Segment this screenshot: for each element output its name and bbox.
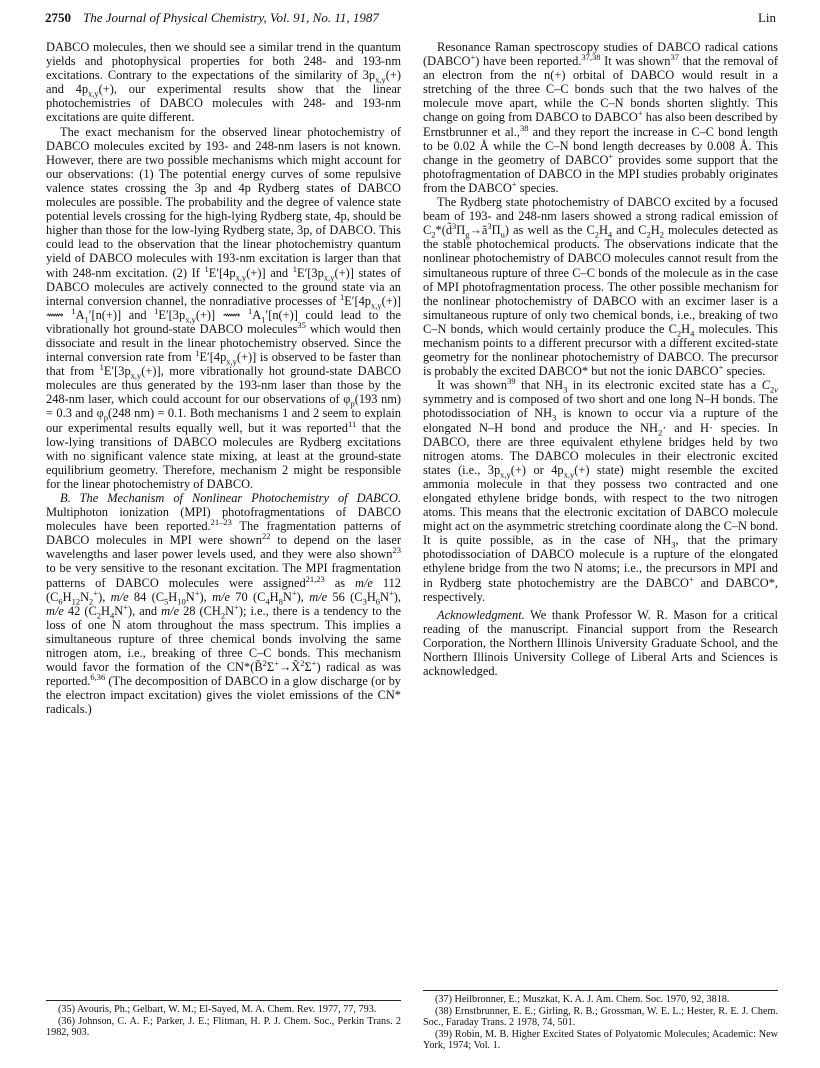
reference: (38) Ernstbrunner, E. E.; Girling, R. B.; Grossman, W. E. L.; Hester, R. E. J. Chem. Soc., Faraday Trans. 2 1978, 74, 501.: [423, 1005, 778, 1029]
page-number: 2750: [45, 10, 71, 25]
reference: (36) Johnson, C. A. F.; Parker, J. E.; Flitman, H. P. J. Chem. Soc., Perkin Trans. 2 1982, 903.: [46, 1015, 401, 1039]
footnote-divider: [46, 1000, 401, 1001]
references-right: [423, 994, 778, 1052]
paragraph: The Rydberg state photochemistry of DABCO excited by a focused beam of 193- and 248-nm lasers showed a strong radical emission of $C_2*(d̃^3\Pi_g\to ã^3\Pi_u)$ as well as the $C_2H_4$ and $C_2H_2$ molecules detected as the stable photochemical products. The observations indicate that the nonlinear photochemistry of DABCO molecules cannot result from the simultaneous rupture of three C–C bonds of the molecule as in the case of MPI photofragmentation process. The other possible mechanism for the nonlinear photochemistry of DABCO with an excimer laser is a simultaneous rupture of only two chemical bonds, i.e., breaking of two C–N bonds, which would certainly produce the $C_2H_4$ molecules. This mechanism points to a different precursor with a different excited-state geometry for the nonlinear photochemistry of DABCO. The precursor is probably the excited DABCO* but not the ionic DABCO+ species.: [423, 195, 778, 379]
acknowledgment-heading: Acknowledgment.: [437, 607, 525, 622]
reference: (39) Robin, M. B. Higher Excited States of Polyatomic Molecules; Academic: New York, 1974; Vol. 1.: [423, 1028, 778, 1052]
paragraph: Acknowledgment. We thank Professor W. R. Mason for a critical reading of the manuscript. Financial support from the Research Corporation, the Northern Illinois University Graduate School, and the Northern Illinois University College of Liberal Arts and Sciences is acknowledged.: [423, 607, 778, 679]
section-heading: B. The Mechanism of Nonlinear Photochemistry of DABCO.: [60, 491, 401, 505]
journal-title: The Journal of Physical Chemistry, Vol. 91, No. 11, 1987: [83, 10, 379, 25]
reference: (37) Heilbronner, E.; Muszkat, K. A. J. Am. Chem. Soc. 1970, 92, 3818.: [435, 994, 730, 1005]
reference: (35) Avouris, Ph.; Gelbart, W. M.; El-Sayed, M. A. Chem. Rev. 1977, 77, 793.: [58, 1004, 377, 1015]
paragraph: It was shown$^{39}$ that $NH_3$ in its electronic excited state has a $C_{2v}$ symmetry and is composed of two short and one long N–H bonds. The photodissociation of $NH_3$ is known to occur via a rupture of the elongated N–H bond and produce the $NH_2\cdot$ and H· species. In DABCO, there are three equivalent ethylene bridges held by two nitrogen atoms. The DABCO molecules in their electronic excited states (i.e., $3p_{x,y}(+)$ or $4p_{x,y}(+)$ state) might resemble the excited ammonia molecule in that they possess two contracted and one elongated ethylene bridge bonds, with respect to the two nitrogen atoms. This means that the electronic excitation of DABCO molecule might act on the asymmetric stretching coordinate along the C–N bond. It is quite possible, as in the case of $NH_3$, that the primary photodissociation of DABCO molecule is a rupture of the elongated ethylene bridge from the two N atoms; i.e., the precursors in MPI and in Rydberg state photochemistry are the DABCO+ and DABCO*, respectively.: [423, 376, 779, 604]
paragraph: The exact mechanism for the observed linear photochemistry of DABCO molecules excited by 193- and 248-nm lasers is not known. However, there are two possible mechanisms which might account for our observations: (1) The potential energy curves of some repulsive valence states crossing the 3p and 4p Rydberg states of DABCO molecules are possible. The probability and the degree of valence state potential levels crossing for the high-lying Rydberg state, 4p, should be higher than those for the low-lying Rydberg state, 3p, of DABCO. This could lead to the observation that the linear photochemistry quantum yield of DABCO molecules with 193-nm excitation is larger than that with 248-nm excitation. (2) If $^1E'[4p_{x,y}(+)]$ and $^1E'[3p_{x,y}(+)]$ states of DABCO molecules are actively connected to the ground state via an internal conversion channel, the nonradiative processes of $^1E'[4p_{x,y}(+)]$ ⟿ $^1A_1'[n(+)]$ and $^1E'[3p_{x,y}(+)]$ ⟿ $^1A_1'[n(+)]$ could lead to the vibrationally hot ground-state DABCO molecules$^{35}$ which would then dissociate and result in the linear photochemistry observed. Since the internal conversion rate from $^1E'[4p_{x,y}(+)]$ is observed to be faster than that from $^1E'[3p_{x,y}(+)]$, more vibrationally hot ground-state DABCO molecules are thus generated by the 193-nm laser than those by the 248-nm laser, which could account for our observations of $\varphi_p(193$ nm) = 0.3 and $\varphi_p(248$ nm) = 0.1. Both mechanisms 1 and 2 seem to explain our experimental results equally well, but it was reported$^{11}$ that the low-lying transitions of DABCO molecules are Rydberg excitations with no significant valence state mixing, at least at the ground-state equilibrium geometry. Therefore, mechanism 2 might be responsible for the linear photochemistry of DABCO.: [46, 124, 401, 491]
left-column: [46, 40, 401, 717]
references-left: [46, 1004, 401, 1039]
footnote-divider: [423, 990, 778, 991]
paragraph: Resonance Raman spectroscopy studies of DABCO radical cations (DABCO+) have been reported.$^{37,38}$ It was shown$^{37}$ that the removal of an electron from the n(+) orbital of DABCO would result in a stretching of the three C–C bonds such that the two halves of the molecule move apart, while the C–N bonds shorten slightly. This change on going from DABCO to DABCO+ has also been described by Ernstbrunner et al.,$^{38}$ and they report the increase in C–C bond length to be 0.02 Å while the C–N bond length decreases by 0.008 Å. This change in the geometry of DABCO+ provides some support that the photofragmentation of DABCO in the MPI studies probably originates from the DABCO+ species.: [423, 40, 778, 195]
paragraph: DABCO molecules, then we should see a similar trend in the quantum yields and photophysical properties for both 248- and 193-nm excitations. Contrary to the expectations of the similarity of $3p_{x,y}(+)$ and $4p_{x,y}(+)$, our experimental results show that the linear photochemistries of DABCO molecules with 248- and 193-nm excitations are quite different.: [46, 40, 401, 125]
running-author: Lin: [757, 10, 776, 25]
paragraph: B. The Mechanism of Nonlinear Photochemistry of DABCO. Multiphoton ionization (MPI) photofragmentations of DABCO molecules have been reported.$^{21-23}$ The fragmentation patterns of DABCO molecules in MPI were shown$^{22}$ to depend on the laser wavelengths and laser power levels used, and they were also shown$^{23}$ to be very sensitive to the resonant excitation. The MPI fragmentation patterns of DABCO molecules were assigned$^{21,23}$ as m/e 112 $(C_6H_{12}N_2^+)$, m/e 84 $(C_5H_{10}N^+)$, m/e 70 $(C_4H_8N^+)$, m/e 56 $(C_3H_6N^+)$, m/e 42 $(C_2H_4N^+)$, and m/e 28 $(CH_2N^+)$; i.e., there is a tendency to the loss of one N atom throughout the mass spectrum. This implies a simultaneous rupture of three chemical bonds involving the same nitrogen atom, i.e., breaking of three C–C bonds. This mechanism would favor the formation of the CN*(B̃$^2$Σ+→X̃$^2$Σ+) radical as was reported.$^{6,36}$ (The decomposition of DABCO in a glow discharge (or by the electron impact excitation) gives the violet emissions of the CN* radicals.): [46, 491, 401, 717]
right-column: [423, 40, 778, 678]
